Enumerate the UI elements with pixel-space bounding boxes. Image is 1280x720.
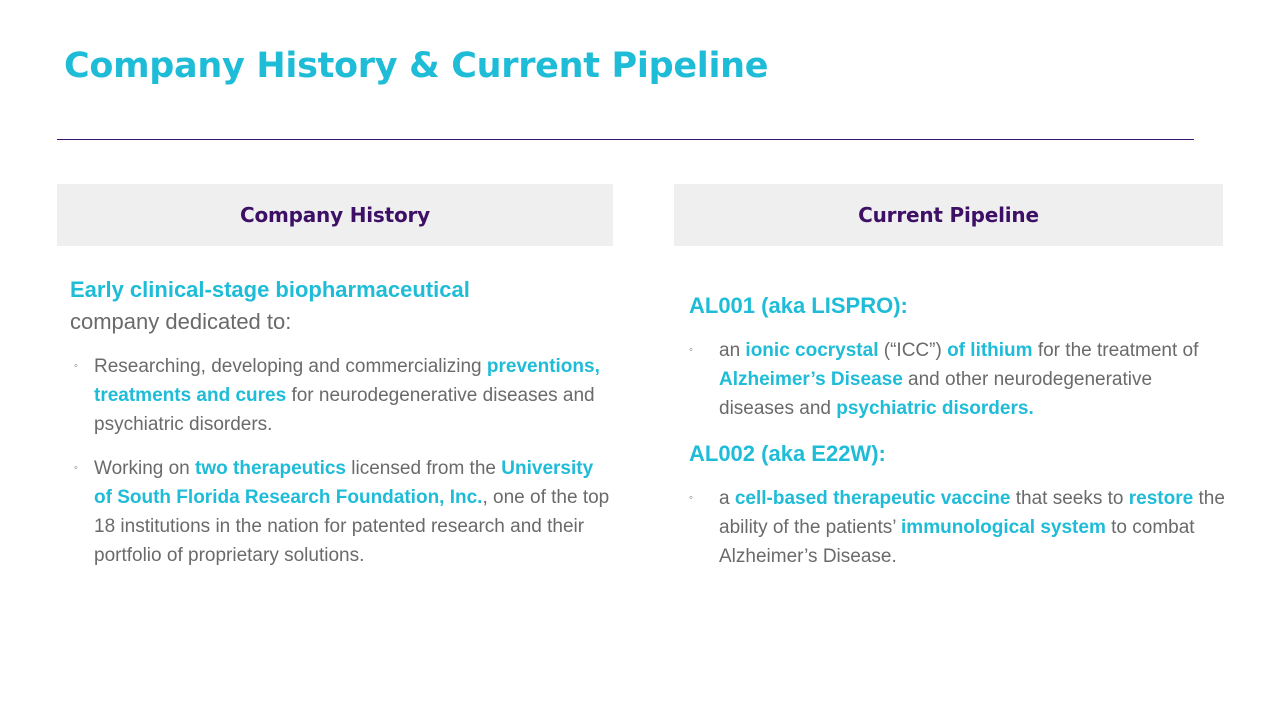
al002-highlight-3: immunological system (901, 517, 1106, 538)
history-bullet-2-text-1: Working on (94, 458, 196, 479)
current-pipeline-column (689, 290, 1229, 586)
al001-highlight-1: ionic cocrystal (745, 340, 879, 361)
al002-text-3: the ability of the patients’ (719, 488, 1225, 538)
al001-heading: AL001 (aka LISPRO): (689, 293, 908, 318)
current-pipeline-header (674, 184, 1223, 246)
al002-highlight-2: restore (1128, 488, 1194, 509)
al001-text-3: for the treatment of (1032, 340, 1199, 361)
current-pipeline-header-label: Current Pipeline (858, 203, 1039, 227)
al001-text-2: (“ICC”) (878, 340, 948, 361)
al002-text-2: that seeks to (1010, 488, 1129, 509)
al001-bullet (689, 336, 1229, 423)
al002-text-4: to combat Alzheimer’s Disease. (719, 517, 1195, 567)
al001-text-4: and other neurodegenerative diseases and (719, 369, 1153, 419)
bullet-icon: ◦ (74, 462, 78, 474)
history-lead-bold: Early clinical-stage biopharmaceutical (70, 277, 470, 302)
bullet-icon: ◦ (689, 492, 693, 504)
history-bullet-1-highlight: preventions, treatments and cures (94, 356, 600, 406)
al002-bullet-list (689, 484, 1229, 571)
al002-heading: AL002 (aka E22W): (689, 441, 886, 466)
history-bullet-2-highlight-2: University of South Florida Research Foundation, Inc. (94, 458, 594, 508)
history-lead-rest: company dedicated to: (70, 309, 292, 334)
title-divider (57, 139, 1194, 140)
al001-highlight-4: psychiatric disorders. (836, 398, 1034, 419)
bullet-icon: ◦ (689, 344, 693, 356)
history-bullet-1 (70, 352, 615, 439)
history-bullet-2 (70, 454, 615, 570)
al002-bullet (689, 484, 1229, 571)
company-history-header (57, 184, 613, 246)
al002-text-1: a (719, 488, 735, 509)
al002-highlight-1: cell-based therapeutic vaccine (734, 488, 1011, 509)
al001-text-1: an (719, 340, 746, 361)
history-bullet-1-text-2: for neurodegenerative diseases and psychiatric disorders. (94, 385, 595, 435)
bullet-icon: ◦ (74, 360, 78, 372)
al001-bullet-list (689, 336, 1229, 423)
history-bullet-2-text-2: licensed from the (346, 458, 502, 479)
history-bullet-1-text-1: Researching, developing and commercializing (94, 356, 487, 377)
page-title: Company History & Current Pipeline (64, 46, 769, 86)
history-bullet-2-highlight-1: two therapeutics (195, 458, 347, 479)
company-history-header-label: Company History (239, 203, 430, 227)
al001-highlight-3: Alzheimer’s Disease (719, 369, 903, 390)
history-lead (70, 274, 615, 338)
company-history-column (70, 274, 615, 585)
history-bullet-2-text-3: , one of the top 18 institutions in the nation for patented research and their portfolio of proprietary solutions. (94, 487, 610, 566)
history-bullet-list (70, 352, 615, 570)
al001-highlight-2: of lithium (947, 340, 1033, 361)
